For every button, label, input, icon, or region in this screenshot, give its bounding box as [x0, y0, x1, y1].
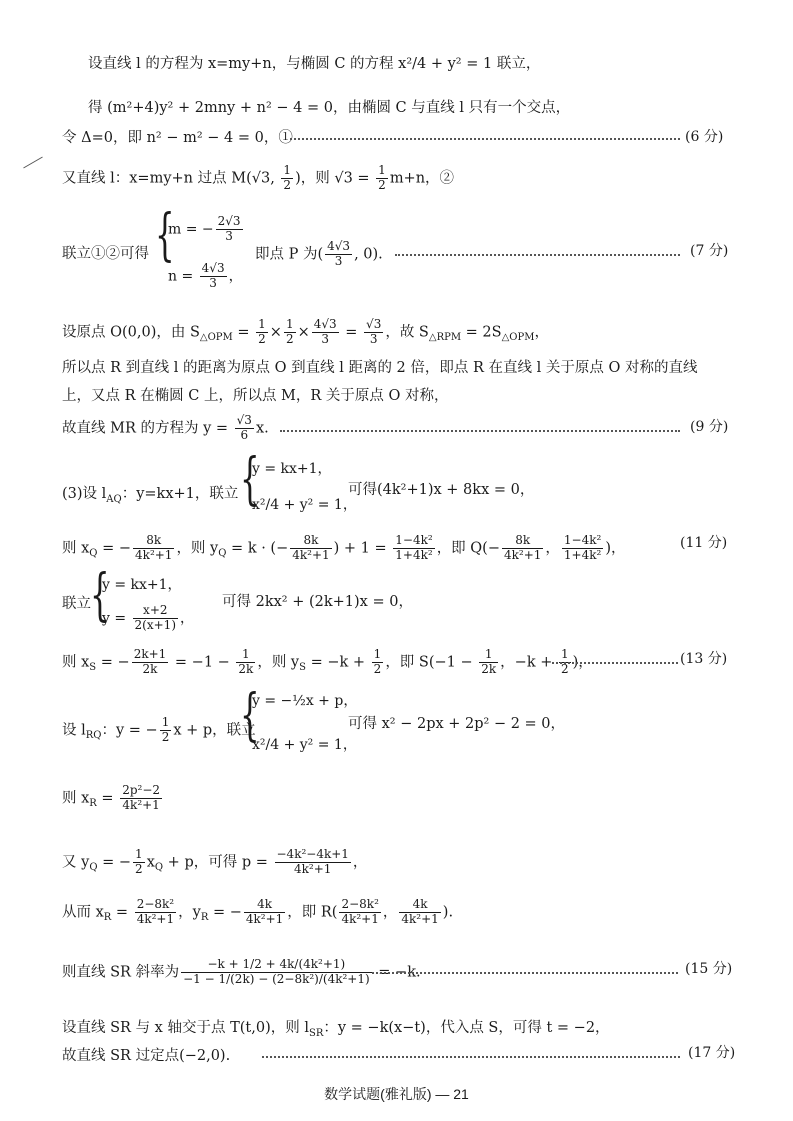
fraction: [364, 318, 383, 347]
subscript: R: [200, 912, 209, 924]
text: ，则 y: [176, 540, 219, 557]
denominator: 4k²+1: [341, 911, 379, 926]
line-11: [62, 534, 625, 563]
fraction: [479, 648, 498, 677]
line-13: [62, 648, 593, 677]
denominator: 4k²+1: [292, 547, 330, 562]
line-8: 上，又点 R 在椭圆 C 上，所以点 M，R 关于原点 O 对称，: [62, 388, 449, 404]
subscript: Q: [218, 548, 227, 560]
text: 则直线 SR 斜率为: [62, 964, 180, 981]
text: =: [232, 324, 255, 341]
text: 又 y: [62, 854, 90, 871]
line-14-result: 可得 x² − 2px + 2p² − 2 = 0，: [348, 716, 566, 732]
system-2-bottom: x²/4 + y² = 1，: [252, 497, 357, 513]
line-5-result: [255, 240, 383, 269]
denominator: 4k²+1: [135, 547, 173, 562]
fraction: [256, 318, 268, 347]
numerator: 1: [258, 317, 266, 331]
line-19: [62, 1016, 610, 1039]
text: ，y: [178, 904, 201, 921]
denominator: 2: [373, 661, 382, 676]
text: )，: [572, 654, 593, 671]
fraction: [376, 164, 388, 193]
leader-dots: [262, 1056, 680, 1058]
line-7: 所以点 R 到直线 l 的距离为原点 O 到直线 l 距离的 2 倍，即点 R 在直线 l 关于原点 O 对称的直线: [62, 360, 698, 376]
subscript: Q: [89, 548, 98, 560]
numerator: 1: [161, 715, 170, 729]
numerator: 1: [283, 163, 292, 177]
line-10: [62, 482, 238, 505]
fraction: [290, 534, 331, 563]
numerator: 4√3: [313, 317, 337, 331]
text: =: [340, 324, 363, 341]
fraction: [325, 240, 352, 269]
numerator: 2√3: [217, 214, 241, 228]
fraction: [393, 534, 434, 563]
numerator: x+2: [133, 604, 178, 619]
numerator: 4k: [244, 898, 285, 913]
text: = −: [208, 904, 242, 921]
denominator: 2: [161, 729, 170, 744]
fraction: [200, 262, 227, 291]
text: ：y=kx+1，联立: [121, 486, 239, 502]
text: 设直线 SR 与 x 轴交于点 T(t,0)，则 l: [62, 1020, 309, 1036]
text: 则 x: [62, 654, 90, 671]
text: ，即 S(−1 −: [385, 654, 478, 671]
leader-dots: [372, 972, 678, 974]
text: ，故 S: [385, 324, 429, 341]
numerator: 1: [285, 317, 294, 331]
denominator: −1 − 1/(2k) − (2−8k²)/(4k²+1): [183, 971, 370, 986]
numerator: 1: [378, 163, 386, 177]
text: 故直线 MR 的方程为 y =: [62, 420, 233, 437]
numerator: −k + 1/2 + 4k/(4k²+1): [181, 958, 372, 973]
denominator: 3: [334, 253, 343, 268]
line-5-label: 联立①②可得: [62, 246, 149, 262]
text: ：y = −: [101, 722, 158, 739]
left-brace: {: [90, 563, 110, 628]
text: = −1 −: [170, 654, 235, 671]
denominator: 2k: [142, 661, 158, 676]
denominator: 6: [240, 427, 249, 442]
fraction: [399, 898, 440, 927]
numerator: 4k: [399, 898, 440, 913]
numerator: √3: [236, 413, 252, 427]
line-18: [62, 958, 421, 987]
line-12-result: 可得 2kx² + (2k+1)x = 0，: [222, 594, 413, 610]
fraction: [244, 898, 285, 927]
denominator: 2k: [238, 661, 254, 676]
numerator: 2k+1: [133, 647, 167, 661]
text: = −: [97, 854, 132, 871]
subscript: R: [89, 798, 97, 810]
numerator: −4k²−4k+1: [276, 847, 349, 861]
system-4-top: y = −½x + p，: [252, 693, 358, 709]
line-9: [62, 414, 269, 443]
line-20: 故直线 SR 过定点(−2,0).: [62, 1048, 231, 1064]
line-15: [62, 784, 164, 813]
numerator: 2p²−2: [122, 783, 161, 797]
denominator: 1+4k²: [563, 547, 602, 562]
fraction: [120, 784, 162, 813]
fraction: [502, 534, 543, 563]
fraction: [312, 318, 339, 347]
line-4: [62, 164, 454, 193]
score-6: (6 分): [685, 129, 724, 145]
text: 则 x: [62, 540, 90, 557]
line-3: 令 Δ=0，即 n² − m² − 4 = 0，①: [62, 130, 293, 146]
text: ，即 Q(−: [436, 540, 500, 557]
text: ，即 R(: [287, 904, 338, 921]
numerator: 8k: [290, 534, 331, 549]
fraction: [133, 604, 178, 633]
denominator: 4k²+1: [136, 911, 175, 926]
subscript: SR: [308, 1027, 324, 1039]
fraction: [133, 534, 174, 563]
text: n =: [168, 268, 198, 285]
denominator: 4k²+1: [294, 861, 332, 876]
subscript: S: [89, 662, 97, 674]
slope-fraction: [181, 958, 372, 987]
text: =: [111, 904, 133, 921]
text: 设 l: [62, 722, 86, 739]
text: + p，可得 p =: [163, 854, 273, 871]
denominator: 4k²+1: [245, 911, 284, 926]
numerator: 2−8k²: [136, 897, 175, 911]
subscript: △OPM: [199, 332, 233, 344]
score-7: (7 分): [690, 243, 729, 259]
numerator: 4√3: [327, 239, 351, 253]
text: )，: [605, 540, 626, 557]
line-6: 设原点 O(0,0)，由 $S_{\triangle OPM}$ = $\frac{1}{2}$ × $\frac{1}{2}$ × $\frac{4√3}{3}$ = $\frac{√3}{3}$ ，故 $S_{\triangle RPM} = 2S_{\triangle OPM}$，: [62, 317, 549, 346]
line-2: 得 (m²+4)y² + 2mny + n² − 4 = 0，由椭圆 C 与直线 l 只有一个交点，: [88, 100, 571, 116]
text: m = −: [168, 221, 214, 238]
numerator: √3: [366, 317, 382, 331]
text: = 2S: [461, 324, 502, 341]
fraction: [160, 716, 172, 745]
subscript: R: [103, 912, 112, 924]
subscript: AQ: [106, 493, 122, 505]
text: m+n，②: [389, 170, 455, 187]
score-17: (17 分): [688, 1045, 736, 1061]
leader-dots: [552, 662, 678, 664]
subscript: S: [299, 662, 306, 674]
text: y =: [102, 610, 131, 627]
numerator: 8k: [133, 534, 174, 549]
text: (3)设 l: [62, 486, 107, 502]
text: x + p，联立: [173, 722, 256, 739]
denominator: 2(x+1): [134, 617, 177, 632]
fraction: [372, 648, 384, 677]
denominator: 3: [225, 228, 233, 243]
numerator: 1−4k²: [395, 533, 433, 547]
system-3-top: y = kx+1，: [102, 577, 182, 593]
text: x.: [255, 420, 269, 437]
denominator: 2: [285, 331, 294, 346]
denominator: 1+4k²: [395, 547, 433, 562]
text: = −k.: [373, 964, 421, 981]
denominator: 3: [369, 331, 378, 346]
numerator: 8k: [502, 534, 543, 549]
text: 又直线 l：x=my+n 过点 M(√3,: [62, 170, 280, 187]
subscript: RQ: [85, 730, 102, 742]
denominator: 2: [258, 331, 266, 346]
text: ，−k +: [500, 654, 557, 671]
left-brace: {: [240, 683, 260, 748]
fraction: [281, 164, 293, 193]
text: ，: [382, 904, 398, 921]
fraction: [562, 534, 603, 563]
page-footer: 数学试题(雅礼版) — 21: [324, 1086, 469, 1102]
text: =: [96, 790, 119, 807]
fraction: [216, 215, 243, 244]
numerator: 1: [236, 648, 255, 663]
text: 即点 P 为(: [255, 246, 324, 263]
system-4-bottom: x²/4 + y² = 1，: [252, 737, 357, 753]
line-1: 设直线 l 的方程为 x=my+n，与椭圆 C 的方程 x²/4 + y² = 1 联立，: [88, 56, 541, 72]
numerator: 1: [479, 648, 498, 663]
numerator: 1: [373, 647, 382, 661]
system-2-top: y = kx+1，: [252, 461, 332, 477]
text: ).: [442, 904, 454, 921]
system-1-bottom: n = $\frac{4√3}{3}$ ，: [168, 261, 243, 290]
numerator: 1: [135, 847, 143, 861]
text: 则 x: [62, 790, 90, 807]
system-1-top: [168, 215, 245, 244]
denominator: 3: [209, 275, 217, 290]
leader-dots: [395, 254, 680, 256]
score-11: (11 分): [680, 535, 728, 551]
line-16: [62, 848, 367, 877]
line-10-result: 可得(4k²+1)x + 8kx = 0，: [348, 482, 535, 498]
left-brace: {: [240, 447, 260, 512]
denominator: 2: [560, 661, 569, 676]
fraction: [284, 318, 296, 347]
score-15: (15 分): [685, 961, 733, 977]
text: ，则 y: [257, 654, 300, 671]
system-3-bottom: y = $\frac{x+2}{2(x+1)}$ ，: [102, 603, 195, 632]
text: x: [146, 854, 155, 871]
denominator: 4k²+1: [401, 911, 439, 926]
text: ) + 1 =: [333, 540, 392, 557]
denominator: 2k: [481, 661, 497, 676]
text: ，: [545, 540, 560, 557]
text: = −k +: [306, 654, 370, 671]
subscript: △OPM: [501, 332, 535, 344]
subscript: Q: [154, 862, 164, 874]
text: = −: [97, 540, 132, 557]
subscript: Q: [89, 862, 98, 874]
fraction: [235, 414, 254, 443]
fraction: [132, 648, 169, 677]
numerator: 2−8k²: [341, 897, 379, 911]
fraction: [133, 848, 145, 877]
subscript: △RPM: [428, 332, 462, 344]
denominator: 3: [321, 331, 330, 346]
leader-dots: [290, 138, 680, 140]
fraction: [135, 898, 176, 927]
text: , 0).: [354, 246, 383, 263]
fraction: [236, 648, 255, 677]
pen-mark: [23, 157, 43, 169]
denominator: 4k²+1: [504, 547, 542, 562]
line-14: [62, 716, 256, 745]
line-17: [62, 898, 453, 927]
score-9: (9 分): [690, 419, 729, 435]
text: = −: [96, 654, 130, 671]
text: ，: [352, 854, 368, 871]
fraction: [275, 848, 351, 877]
denominator: 2: [378, 177, 386, 192]
text: 设原点 O(0,0)，由 S: [62, 324, 200, 341]
numerator: 4√3: [201, 261, 225, 275]
leader-dots: [280, 430, 680, 432]
denominator: 4k²+1: [122, 797, 160, 812]
line-12-label: 联立: [62, 596, 91, 612]
text: ：y = −k(x−t)，代入点 S，可得 t = −2，: [323, 1020, 610, 1036]
fraction: [339, 898, 380, 927]
score-13: (13 分): [680, 651, 728, 667]
denominator: 2: [135, 861, 143, 876]
text: = k · (−: [226, 540, 289, 557]
text: 从而 x: [62, 904, 104, 921]
text: )，则 √3 =: [295, 170, 375, 187]
numerator: 1−4k²: [563, 533, 602, 547]
denominator: 2: [283, 177, 292, 192]
numerator: 1: [560, 647, 569, 661]
left-brace: {: [155, 203, 175, 268]
